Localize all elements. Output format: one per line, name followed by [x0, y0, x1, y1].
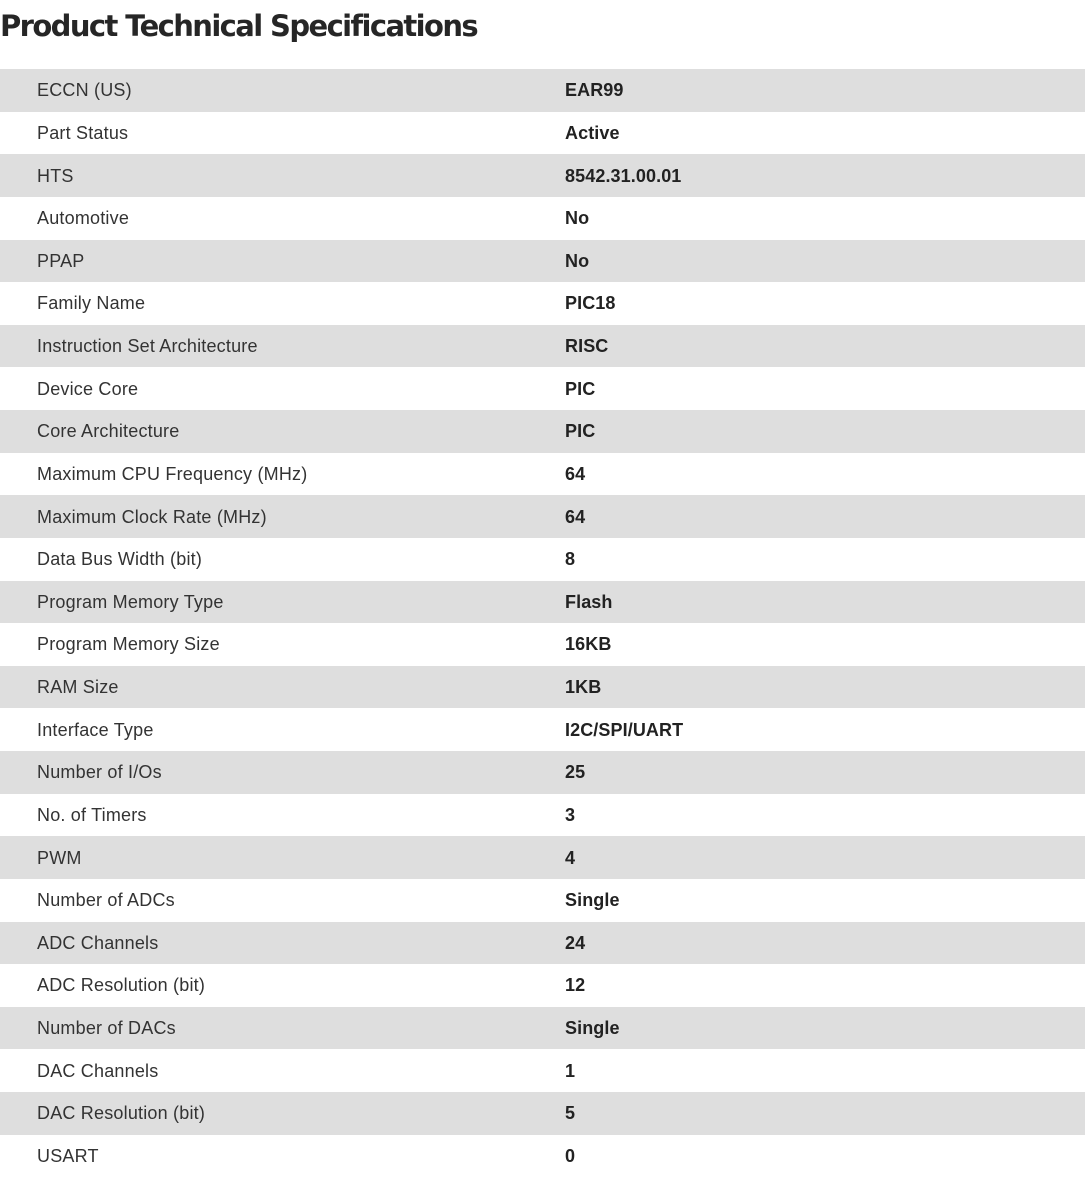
spec-row [0, 282, 1085, 325]
spec-value: PIC [565, 378, 596, 399]
spec-value: 12 [565, 975, 586, 996]
spec-value: 25 [565, 762, 586, 783]
spec-label: Part Status [37, 122, 129, 143]
spec-row [0, 154, 1085, 197]
spec-label: RAM Size [37, 677, 119, 698]
spec-value: PIC [565, 421, 596, 442]
spec-row [0, 666, 1085, 709]
spec-label: DAC Resolution (bit) [37, 1103, 206, 1124]
spec-row [0, 836, 1085, 879]
spec-value: I2C/SPI/UART [565, 719, 684, 740]
spec-value: 64 [565, 463, 586, 484]
spec-value: 3 [565, 804, 576, 825]
spec-label: Automotive [37, 208, 130, 229]
spec-row [0, 538, 1085, 581]
spec-row [0, 240, 1085, 283]
spec-label: Program Memory Size [37, 634, 220, 655]
spec-table-body [0, 69, 1085, 1177]
spec-row [0, 964, 1085, 1007]
spec-row [0, 879, 1085, 922]
spec-row [0, 112, 1085, 155]
spec-value: Single [565, 890, 620, 911]
spec-row [0, 495, 1085, 538]
spec-label: Family Name [37, 293, 146, 314]
spec-label: Interface Type [37, 719, 154, 740]
spec-label: HTS [37, 165, 74, 186]
spec-value: No [565, 208, 590, 229]
spec-label: No. of Timers [37, 804, 147, 825]
spec-row [0, 1135, 1085, 1177]
spec-row [0, 197, 1085, 240]
spec-label: PWM [37, 847, 82, 868]
spec-label: Program Memory Type [37, 591, 224, 612]
page-title: Product Technical Specifications [0, 9, 478, 43]
spec-label: Maximum Clock Rate (MHz) [37, 506, 267, 527]
spec-label: ADC Resolution (bit) [37, 975, 206, 996]
spec-label: Number of DACs [37, 1018, 176, 1039]
spec-row [0, 1092, 1085, 1135]
spec-label: Core Architecture [37, 421, 180, 442]
spec-label: PPAP [37, 250, 85, 271]
spec-table [0, 69, 1085, 1177]
spec-value: 8542.31.00.01 [565, 165, 682, 186]
spec-value: RISC [565, 336, 609, 357]
spec-value: 24 [565, 932, 586, 953]
spec-value: Flash [565, 591, 613, 612]
spec-value: 1KB [565, 677, 602, 698]
spec-value: 5 [565, 1103, 576, 1124]
spec-label: Instruction Set Architecture [37, 336, 258, 357]
spec-label: Maximum CPU Frequency (MHz) [37, 463, 308, 484]
spec-row [0, 623, 1085, 666]
spec-value: 0 [565, 1145, 576, 1166]
spec-label: Number of I/Os [37, 762, 162, 783]
spec-label: DAC Channels [37, 1060, 159, 1081]
spec-value: 64 [565, 506, 586, 527]
spec-row [0, 410, 1085, 453]
spec-value: Active [565, 122, 620, 143]
spec-row [0, 922, 1085, 965]
spec-value: No [565, 250, 590, 271]
spec-row [0, 69, 1085, 112]
spec-row [0, 453, 1085, 496]
spec-value: 1 [565, 1060, 576, 1081]
spec-label: ADC Channels [37, 932, 159, 953]
spec-row [0, 794, 1085, 837]
spec-row [0, 325, 1085, 368]
spec-row [0, 708, 1085, 751]
spec-label: USART [37, 1145, 99, 1166]
spec-row [0, 751, 1085, 794]
spec-label: Number of ADCs [37, 890, 175, 911]
spec-label: Data Bus Width (bit) [37, 549, 203, 570]
spec-value: PIC18 [565, 293, 616, 314]
spec-value: 4 [565, 847, 576, 868]
spec-label: Device Core [37, 378, 139, 399]
spec-value: 16KB [565, 634, 612, 655]
spec-row [0, 1049, 1085, 1092]
spec-value: 8 [565, 549, 576, 570]
spec-row [0, 367, 1085, 410]
spec-row [0, 1007, 1085, 1050]
spec-label: ECCN (US) [37, 80, 132, 101]
spec-value: Single [565, 1018, 620, 1039]
spec-value: EAR99 [565, 80, 624, 101]
spec-row [0, 581, 1085, 624]
